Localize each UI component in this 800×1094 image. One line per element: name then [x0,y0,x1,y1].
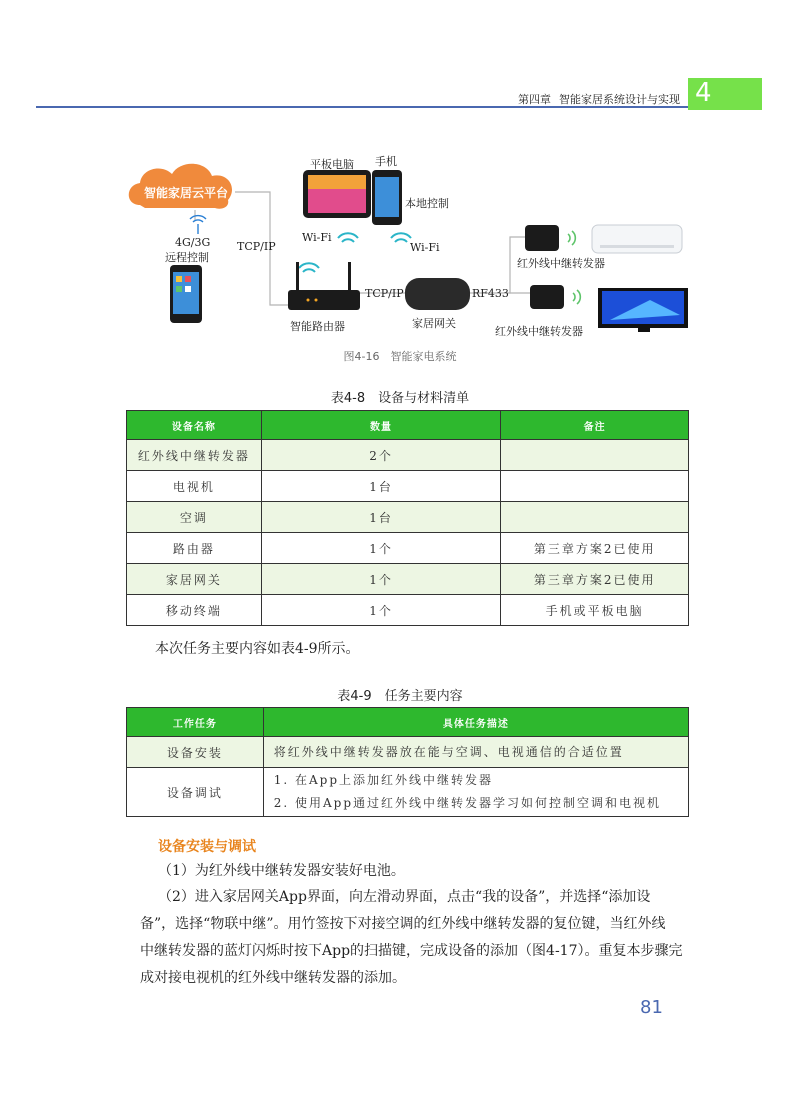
section-heading: 设备安装与调试 [158,839,256,855]
header-rule [36,106,688,108]
paragraph-line: 成对接电视机的红外线中继转发器的添加。 [140,970,406,986]
phone-label: 手机 [375,155,397,168]
cell-antenna-icon [190,216,206,234]
tablet-icon [303,170,371,218]
table-cell [263,737,688,768]
table-cell: 第三章方案2已使用 [501,533,689,564]
table-row [127,471,689,502]
ir-top-label: 红外线中继转发器 [517,257,605,270]
table-header-cell: 备注 [501,411,689,440]
paragraph-line: 中继转发器的蓝灯闪烁时按下App的扫描键，完成设备的添加（图4-17）。重复本步骤完 [140,943,683,959]
table-row [127,595,689,626]
table2-title: 表4-9 任务主要内容 [337,689,463,704]
paragraph-line: 备”，选择“物联中继”。用竹签按下对接空调的红外线中继转发器的复位键，当红外线 [140,916,666,932]
table-cell: 电视机 [127,471,262,502]
table-header-cell: 工作任务 [127,708,264,737]
task-description-line: 2. 使用App通过红外线中继转发器学习如何控制空调和电视机 [273,796,662,810]
tcpip-top-label: TCP/IP [237,240,276,253]
smart-appliance-diagram [120,150,690,345]
equipment-table [126,410,689,626]
table-header-cell: 数量 [261,411,501,440]
table-cell: 移动终端 [127,595,262,626]
step1-paragraph: （1）为红外线中继转发器安装好电池。 [158,863,405,879]
wifi-right-label: Wi-Fi [410,241,440,254]
table-cell: 1个 [261,595,501,626]
net-4g-label: 4G/3G [175,236,211,249]
table-cell: 1个 [261,533,501,564]
phone-top-icon [372,170,402,225]
ir-repeater-top-icon [525,225,559,251]
table-header-row [127,708,689,737]
table-cell [501,440,689,471]
table-row [127,502,689,533]
chapter-number: 4 [695,78,712,108]
table-cell [263,768,688,817]
gateway-label: 家居网关 [412,317,456,330]
table-cell: 1个 [261,564,501,595]
table-row [127,440,689,471]
gateway-icon [405,278,470,310]
ir-bottom-label: 红外线中继转发器 [495,325,583,338]
table-cell: 红外线中继转发器 [127,440,262,471]
local-control-label: 本地控制 [405,197,449,210]
figure-caption: 图4-16 智能家电系统 [343,350,457,363]
task-table [126,707,689,817]
page-number: 81 [640,997,663,1018]
table-cell: 2个 [261,440,501,471]
step2-paragraph [140,884,700,992]
table-cell: 路由器 [127,533,262,564]
table-row [127,737,689,768]
intro-paragraph: 本次任务主要内容如表4-9所示。 [155,641,360,657]
chapter-label: 第四章 [518,93,551,106]
table-cell: 家居网关 [127,564,262,595]
router-label: 智能路由器 [290,320,345,333]
phone-left-icon [170,265,202,323]
paragraph-line: （2）进入家居网关App界面，向左滑动界面，点击“我的设备”，并选择“添加设 [158,889,651,905]
remote-control-label: 远程控制 [165,251,209,264]
table-cell: 1台 [261,502,501,533]
table-row [127,564,689,595]
table-cell: 设备安装 [127,737,264,768]
table-header-cell: 设备名称 [127,411,262,440]
table1-title: 表4-8 设备与材料清单 [330,391,470,406]
table-cell: 1台 [261,471,501,502]
rf433-label: RF433 [472,287,509,300]
chapter-title: 智能家居系统设计与实现 [559,93,680,106]
table-cell: 手机或平板电脑 [501,595,689,626]
air-conditioner-icon [592,225,682,253]
table-cell: 空调 [127,502,262,533]
running-header [430,91,680,107]
cloud-label: 智能家居云平台 [144,186,229,200]
task-description-line: 将红外线中继转发器放在能与空调、电视通信的合适位置 [273,744,624,759]
table-row [127,768,689,817]
router-icon [288,262,360,310]
table-cell [501,471,689,502]
table-cell: 第三章方案2已使用 [501,564,689,595]
tcpip-mid-label: TCP/IP [365,287,404,300]
table-cell: 设备调试 [127,768,264,817]
tablet-label: 平板电脑 [310,158,354,171]
table-row [127,533,689,564]
ir-repeater-bottom-icon [530,285,564,309]
table-header-row [127,411,689,440]
task-description-line: 1. 在App上添加红外线中继转发器 [273,773,494,787]
wifi-left-label: Wi-Fi [302,231,332,244]
television-icon [598,288,688,332]
table-header-cell: 具体任务描述 [263,708,688,737]
table-cell [501,502,689,533]
